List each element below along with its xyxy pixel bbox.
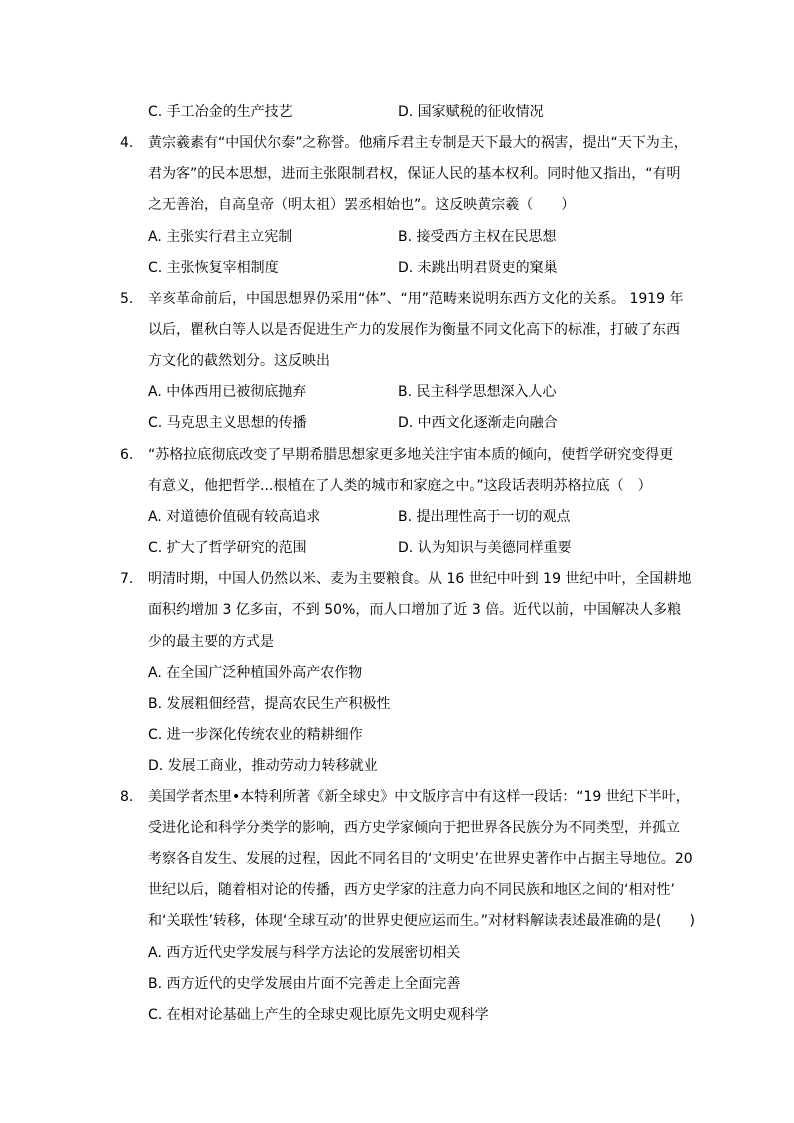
q8-stem-line: 受进化论和科学分类学的影响，西方史学家倾向于把世界各民族分为不同类型，并孤立	[148, 820, 680, 836]
q4-stem-line: 黄宗羲素有“中国伏尔泰”之称誉。他痛斥君主专制是天下最大的祸害，提出“天下为主，	[148, 135, 688, 151]
q4-option-c: C. 主张恢复宰相制度	[148, 260, 279, 276]
q4-stem-line: 之无善治，自高皇帝（明太祖）罢丞相始也”。这反映黄宗羲（ ）	[148, 197, 576, 213]
q8-option-c: C. 在相对论基础上产生的全球史观比原先文明史观科学	[148, 1007, 489, 1023]
q4-option-d: D. 未跳出明君贤吏的窠巢	[398, 260, 558, 276]
q4-stem-line: 君为客”的民本思想，进而主张限制君权，保证人民的基本权利。同时他又指出，“有明	[148, 166, 681, 182]
q6-stem-line: “苏格拉底彻底改变了早期希腊思想家更多地关注宇宙本质的倾向，使哲学研究变得更	[148, 447, 674, 463]
q7-number: 7.	[120, 571, 134, 587]
q5-stem-line: 以后，瞿秋白等人以是否促进生产力的发展作为衡量不同文化高下的标准，打破了东西	[148, 322, 680, 338]
q7-stem-line: 面积约增加 3 亿多亩，不到 50%，而人口增加了近 3 倍。近代以前，中国解决人多粮	[148, 602, 682, 618]
q4-option-b: B. 接受西方主权在民思想	[398, 229, 557, 245]
q8-number: 8.	[120, 789, 134, 805]
q5-stem-line: 方文化的截然划分。这反映出	[148, 353, 330, 369]
q6-option-b: B. 提出理性高于一切的观点	[398, 509, 571, 525]
q8-stem-line: 美国学者杰里•本特利所著《新全球史》中文版序言中有这样一段话：“19 世纪下半叶，	[148, 789, 690, 805]
q6-number: 6.	[120, 447, 134, 463]
q7-option-c: C. 进一步深化传统农业的精耕细作	[148, 727, 363, 743]
q5-option-a: A. 中体西用已被彻底抛弃	[148, 384, 307, 400]
q8-option-a: A. 西方近代史学发展与科学方法论的发展密切相关	[148, 945, 461, 961]
q5-number: 5.	[120, 291, 134, 307]
q5-option-b: B. 民主科学思想深入人心	[398, 384, 557, 400]
q5-option-c: C. 马克思主义思想的传播	[148, 415, 307, 431]
q7-option-b: B. 发展粗佃经营，提高农民生产积极性	[148, 696, 391, 712]
q7-option-a: A. 在全国广泛种植国外高产农作物	[148, 665, 363, 681]
q5-stem-line: 辛亥革命前后，中国思想界仍采用“体”、“用”范畴来说明东西方文化的关系。 1919 年	[148, 291, 684, 307]
q5-option-d: D. 中西文化逐渐走向融合	[398, 415, 558, 431]
q8-option-b: B. 西方近代的史学发展由片面不完善走上全面完善	[148, 976, 461, 992]
q6-option-c: C. 扩大了哲学研究的范围	[148, 540, 307, 556]
q6-stem-line: 有意义，他把哲学...根植在了人类的城市和家庭之中。”这段话表明苏格拉底（ ）	[148, 478, 652, 494]
q6-option-d: D. 认为知识与美德同样重要	[398, 540, 572, 556]
q8-stem-line: 世纪以后，随着相对论的传播，西方史学家的注意力向不同民族和地区之间的‘相对性’	[148, 882, 675, 898]
q7-stem-line: 明清时期，中国人仍然以米、麦为主要粮食。从 16 世纪中叶到 19 世纪中叶，全国耕地	[148, 571, 692, 587]
q7-stem-line: 少的最主要的方式是	[148, 634, 274, 650]
q8-stem-line: 和‘关联性’转移，体现‘全球互动’的世界史便应运而生。”对材料解读表述最准确的是( )	[148, 913, 695, 929]
q3-option-c: C. 手工冶金的生产技艺	[148, 104, 293, 120]
q4-option-a: A. 主张实行君主立宪制	[148, 229, 293, 245]
q8-stem-line: 考察各自发生、发展的过程，因此不同名目的‘文明史’在世界史著作中占据主导地位。20	[148, 851, 693, 867]
q4-number: 4.	[120, 135, 134, 151]
q7-option-d: D. 发展工商业，推动劳动力转移就业	[148, 758, 378, 774]
q6-option-a: A. 对道德价值砚有较高追求	[148, 509, 321, 525]
q3-option-d: D. 国家赋税的征收情况	[398, 104, 544, 120]
